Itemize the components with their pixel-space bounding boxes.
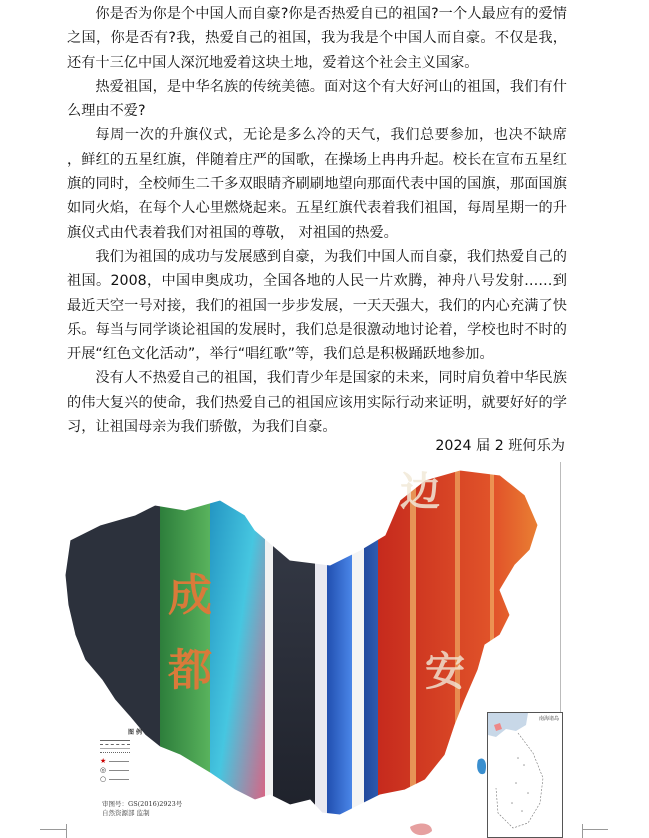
calligraphy-char-2: 都 [168,645,212,696]
inset-map-svg [488,713,562,837]
legend-title: 图 例 [127,729,143,736]
map-approval-note [102,800,182,818]
approval-authority: 自然资源部 监制 [102,809,150,817]
paragraph-5: 没有人不热爱自己的祖国，我们青少年是国家的未来，同时肩负着中华民族的伟大复兴的使命，我们热爱自己的祖国应该用实际行动来证明，就要好好的学习，让祖国母亲为我们骄傲，为我们自豪。 [67,370,567,436]
author-signature: 2024 届 2 班何乐为 [435,438,565,454]
calligraphy-char-4: 安 [425,648,465,695]
crop-mark-bottom-right [582,829,608,830]
paragraph-4: 我们为祖国的成功与发展感到自豪，为我们中国人而自豪，我们热爱自己的祖国。2008，中国申奥成功，全国各地的人民一片欢腾，神舟八号发射……到最近天空一号对接，我们的祖国一步步发展，一天天强大，我们的内心充满了快乐。每当与同学谈论祖国的发展时，我们总是很激动地讨论着，学校也时不时的开展“红色文化活动”，举行“唱红歌”等，我们总是积极踊跃地参加。 [67,248,567,363]
taiwan-island [477,758,486,774]
calligraphy-char-1: 成 [168,570,212,621]
map-legend [100,728,170,784]
hainan-island [410,824,432,836]
paragraph-1: 你是否为你是个中国人而自豪?你是否热爱自已的祖国?一个人最应有的爱情之国，你是否有?我，热爱自己的祖国，我为我是个中国人而自豪。不仅是我，还有十三亿中国人深沉地爱着这块土地，爱着这个社会主义国家。 [67,6,567,71]
south-china-sea-inset [487,712,563,838]
crop-mark-right-vertical [582,824,583,838]
approval-number: 审图号：GS(2016)2923号 [102,800,183,808]
paragraph-3: 每周一次的升旗仪式，无论是多么冷的天气，我们总要参加，也决不缺席 ，鲜红的五星红旗，伴随着庄严的国歌，在操场上冉冉升起。校长在宣布五星红旗的同时，全校师生二千多双眼睛齐刷刷地望向那面代表中国的国旗，那面国旗如同火焰，在每个人心里燃烧起来。五星红旗代表着我们祖国，每周星期一的升旗仪式由代表着我们对祖国的尊敬， 对祖国的热爱。 [67,127,567,241]
paragraph-2: 热爱祖国，是中华名族的传统美德。面对这个有大好河山的祖国，我们有什么理由不爱? [67,78,567,120]
essay-body [67,2,567,439]
calligraphy-char-3: 边 [400,468,440,515]
legend-lines: ★ ◎ ○ [100,740,170,784]
inset-title: 南海诸岛 [538,716,559,722]
